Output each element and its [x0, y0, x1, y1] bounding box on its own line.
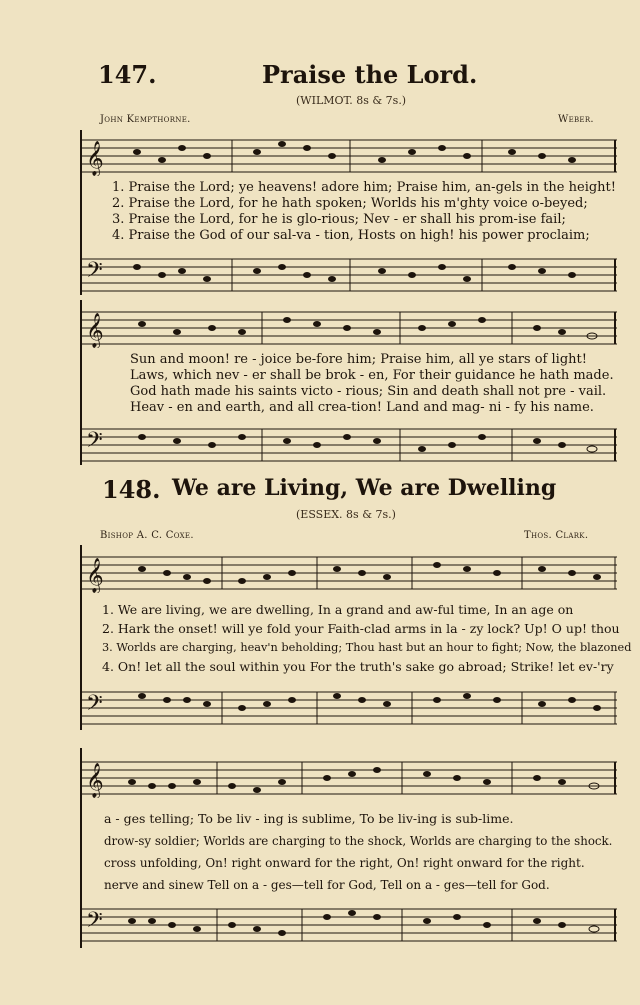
hymn-148-title: We are Living, We are Dwelling	[172, 475, 557, 501]
svg-text:𝄢: 𝄢	[86, 428, 103, 458]
hymn-147-composer: Weber.	[558, 114, 594, 125]
verse-line: drow-sy soldier; Worlds are charging to the shock, Worlds are charging to the shock.	[104, 834, 613, 848]
bass-staff	[82, 688, 617, 728]
hymn-148-tune: (ESSEX. 8s & 7s.)	[296, 508, 396, 521]
hymn-147-number: 147.	[98, 60, 157, 89]
verse-line: cross unfolding, On! right onward for the right, On! right onward for the right.	[104, 856, 585, 870]
verse-line: 3. Praise the Lord, for he is glo-rious; Nev - er shall his prom-ise fail;	[112, 212, 566, 227]
verse-line: God hath made his saints victo - rious; Sin and death shall not pre - vail.	[130, 384, 607, 399]
hymn-147-verses-1	[112, 180, 616, 244]
hymn-148-author: Bishop A. C. Coxe.	[100, 530, 194, 541]
verse-line: 3. Worlds are charging, heav'n beholding; Thou hast but an hour to fight; Now, the blazoned	[102, 641, 632, 654]
hymn-147-author: John Kempthorne.	[100, 114, 191, 125]
svg-text:𝄞: 𝄞	[86, 141, 104, 176]
hymn-148-verses-1	[102, 600, 631, 676]
verse-line: 2. Praise the Lord, for he hath spoken; Worlds his m'ghty voice o-beyed;	[112, 196, 588, 211]
verse-line: 4. Praise the God of our sal-va - tion, Hosts on high! his power proclaim;	[112, 228, 590, 243]
hymn-147-verses-2	[130, 352, 614, 416]
treble-staff	[82, 136, 617, 176]
verse-line: a - ges telling; To be liv - ing is sublime, To be liv-ing is sub-lime.	[104, 811, 514, 826]
bass-staff	[82, 425, 617, 465]
verse-line: nerve and sinew Tell on a - ges—tell for God, Tell on a - ges—tell for God.	[104, 878, 550, 892]
svg-text:𝄞: 𝄞	[86, 313, 104, 348]
svg-text:𝄞: 𝄞	[86, 558, 104, 593]
verse-line: 1. Praise the Lord; ye heavens! adore him; Praise him, an-gels in the height!	[112, 180, 616, 195]
treble-staff	[82, 308, 617, 348]
bass-staff	[82, 905, 617, 945]
hymn-148-composer: Thos. Clark.	[524, 530, 589, 541]
verse-line: 1. We are living, we are dwelling, In a grand and aw-ful time, In an age on	[102, 602, 574, 617]
svg-text:𝄢: 𝄢	[86, 258, 103, 288]
svg-text:𝄢: 𝄢	[86, 691, 103, 721]
hymn-147-tune: (WILMOT. 8s & 7s.)	[296, 94, 407, 107]
hymn-147-title: Praise the Lord.	[262, 60, 478, 89]
hymn-148-verses-2	[104, 808, 612, 896]
verse-line: Sun and moon! re - joice be-fore him; Praise him, all ye stars of light!	[130, 352, 587, 367]
treble-staff	[82, 758, 617, 798]
treble-staff	[82, 553, 617, 593]
verse-line: Heav - en and earth, and all crea-tion! Land and mag- ni - fy his name.	[130, 400, 594, 415]
verse-line: 4. On! let all the soul within you For the truth's sake go abroad; Strike! let ev-'ry	[102, 659, 614, 674]
svg-text:𝄢: 𝄢	[86, 908, 103, 938]
verse-line: 2. Hark the onset! will ye fold your Faith-clad arms in la - zy lock? Up! O up! thou	[102, 621, 620, 636]
svg-text:𝄞: 𝄞	[86, 763, 104, 798]
verse-line: Laws, which nev - er shall be brok - en, For their guidance he hath made.	[130, 368, 614, 383]
hymn-148-number: 148.	[102, 475, 161, 504]
bass-staff	[82, 255, 617, 295]
